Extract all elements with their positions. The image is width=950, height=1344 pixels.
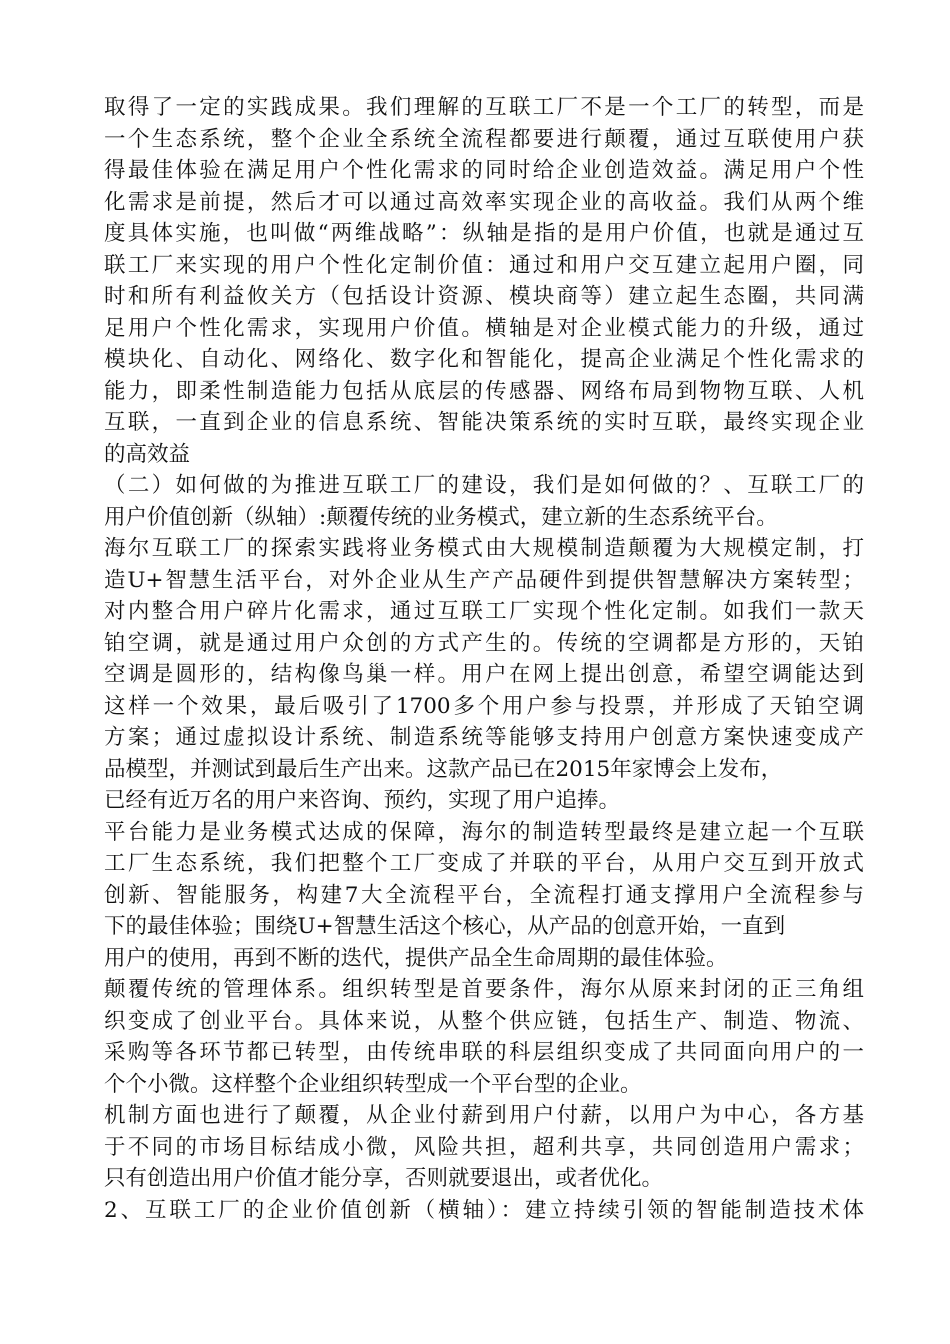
text-line: 用户的使用，再到不断的迭代，提供产品全生命周期的最佳体验。 (104, 945, 728, 971)
text-line: 个个小微。这样整个企业组织转型成一个平台型的企业。 (104, 1071, 642, 1097)
text-line: 下的最佳体验；围绕U+智慧生活这个核心，从产品的创意开始，一直到 (104, 914, 786, 939)
text-line: 时和所有利益攸关方（包括设计资源、模块商等）建立起生态圈，共同满 (104, 284, 864, 309)
text-line: （二）如何做的为推进互联工厂的建设，我们是如何做的？、互联工厂的 (104, 473, 864, 498)
text-line: 能力，即柔性制造能力包括从底层的传感器、网络布局到物物互联、人机 (104, 378, 864, 404)
text-line: 机制方面也进行了颠覆，从企业付薪到用户付薪，以用户为中心，各方基 (104, 1103, 864, 1128)
text-line: 用户价值创新（纵轴）:颠覆传统的业务模式，建立新的生态系统平台。 (104, 504, 778, 530)
text-line: 度具体实施，也叫做“两维战略”：纵轴是指的是用户价值，也就是通过互 (104, 221, 864, 246)
text-line: 空调是圆形的，结构像鸟巢一样。用户在网上提出创意，希望空调能达到 (104, 662, 864, 687)
text-line: 已经有近万名的用户来咨询、预约，实现了用户追捧。 (104, 788, 621, 813)
text-line: 2、互联工厂的企业价值创新（横轴）：建立持续引领的智能制造技术体 (104, 1197, 864, 1223)
text-line: 模块化、自动化、网络化、数字化和智能化，提高企业满足个性化需求的 (104, 347, 864, 372)
text-line: 方案；通过虚拟设计系统、制造系统等能够支持用户创意方案快速变成产 (104, 725, 864, 750)
text-line: 得最佳体验在满足用户个性化需求的同时给企业创造效益。满足用户个性 (104, 158, 864, 183)
text-line: 铂空调，就是通过用户众创的方式产生的。传统的空调都是方形的，天铂 (104, 630, 864, 656)
text-line: 工厂生态系统，我们把整个工厂变成了并联的平台，从用户交互到开放式 (104, 851, 864, 876)
text-line: 取得了一定的实践成果。我们理解的互联工厂不是一个工厂的转型，而是 (104, 95, 864, 120)
text-line: 化需求是前提，然后才可以通过高效率实现企业的高收益。我们从两个维 (104, 189, 864, 215)
text-line: 品模型，并测试到最后生产出来。这款产品已在2015年家博会上发布， (104, 756, 783, 782)
text-line: 造U+智慧生活平台，对外企业从生产产品硬件到提供智慧解决方案转型； (104, 567, 864, 593)
text-line: 只有创造出用户价值才能分享，否则就要退出，或者优化。 (104, 1166, 664, 1191)
text-line: 平台能力是业务模式达成的保障，海尔的制造转型最终是建立起一个互联 (104, 819, 864, 845)
text-line: 颠覆传统的管理体系。组织转型是首要条件，海尔从原来封闭的正三角组 (104, 977, 864, 1002)
text-line: 这样一个效果，最后吸引了1700多个用户参与投票，并形成了天铂空调 (104, 693, 864, 719)
text-line: 互联，一直到企业的信息系统、智能决策系统的实时互联，最终实现企业 (104, 410, 864, 435)
text-line: 足用户个性化需求，实现用户价值。横轴是对企业模式能力的升级，通过 (104, 315, 864, 341)
text-line: 一个生态系统，整个企业全系统全流程都要进行颠覆，通过互联使用户获 (104, 126, 864, 152)
document-body (104, 92, 864, 1226)
text-line: 对内整合用户碎片化需求，通过互联工厂实现个性化定制。如我们一款天 (104, 599, 864, 624)
text-line: 于不同的市场目标结成小微，风险共担，超利共享，共同创造用户需求； (104, 1134, 864, 1160)
text-line: 织变成了创业平台。具体来说，从整个供应链，包括生产、制造、物流、 (104, 1008, 864, 1034)
text-line: 海尔互联工厂的探索实践将业务模式由大规模制造颠覆为大规模定制，打 (104, 536, 864, 561)
text-line: 的高效益 (104, 441, 191, 467)
text-line: 采购等各环节都已转型，由传统串联的科层组织变成了共同面向用户的一 (104, 1040, 864, 1065)
text-line: 联工厂来实现的用户个性化定制价值：通过和用户交互建立起用户圈，同 (104, 252, 864, 278)
text-line: 创新、智能服务，构建7大全流程平台，全流程打通支撑用户全流程参与 (104, 882, 864, 908)
